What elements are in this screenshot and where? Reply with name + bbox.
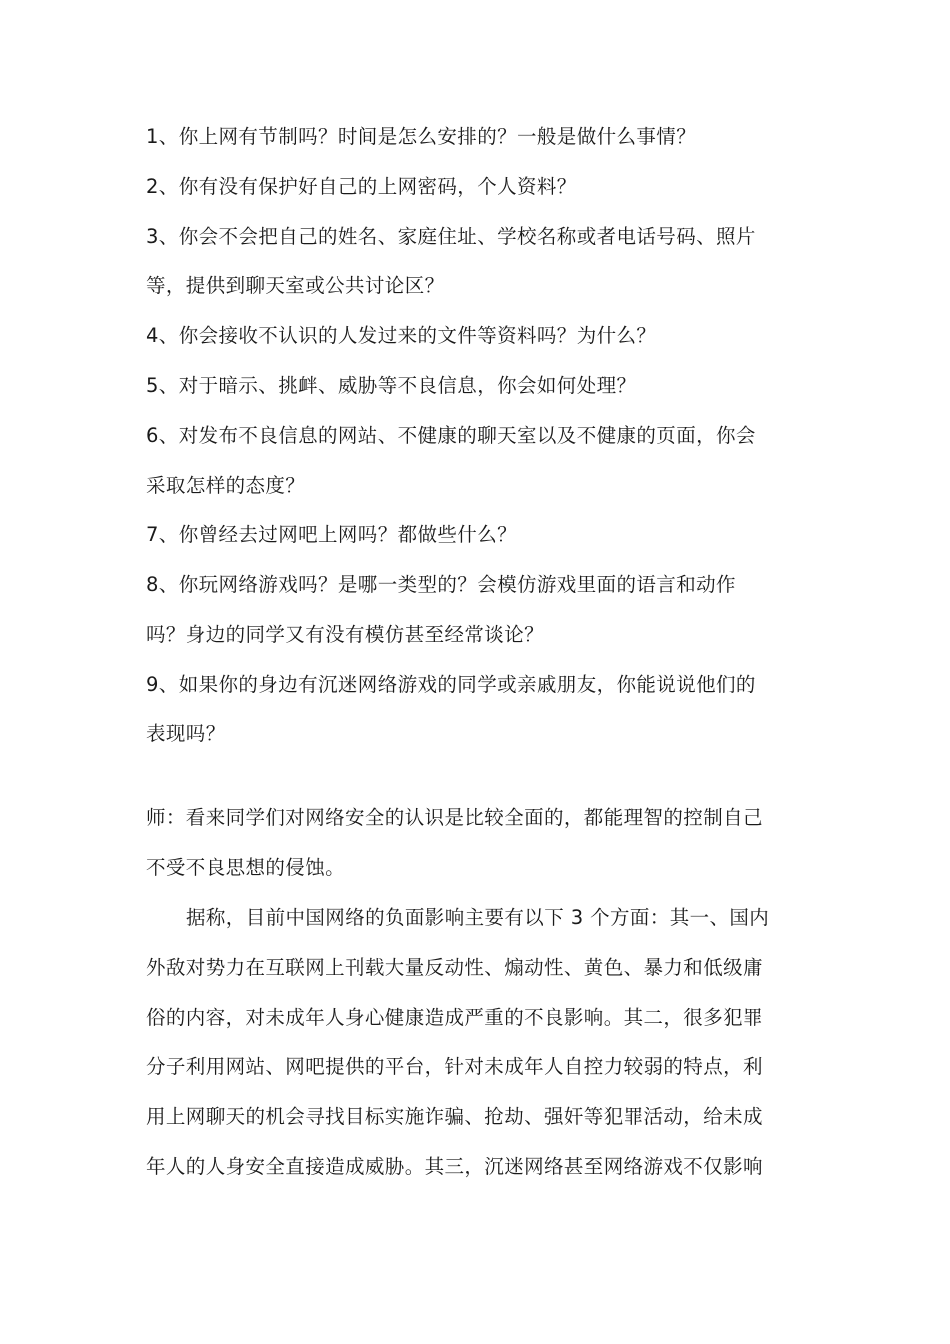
paragraph-line-6: 年人的人身安全直接造成威胁。其三，沉迷网络甚至网络游戏不仅影响: [146, 1155, 763, 1178]
question-3-line-1: 3、你会不会把自己的姓名、家庭住址、学校名称或者电话号码、照片: [146, 225, 756, 248]
paragraph-line-4: 分子利用网站、网吧提供的平台，针对未成年人自控力较弱的特点，利: [146, 1055, 763, 1078]
question-5-line-1: 5、对于暗示、挑衅、威胁等不良信息，你会如何处理？: [146, 374, 637, 397]
question-1-line-1: 1、你上网有节制吗？时间是怎么安排的？一般是做什么事情？: [146, 125, 697, 148]
question-7-line-1: 7、你曾经去过网吧上网吗？都做些什么？: [146, 523, 518, 546]
question-4-line-1: 4、你会接收不认识的人发过来的文件等资料吗？为什么？: [146, 324, 657, 347]
paragraph-line-2: 外敌对势力在互联网上刊载大量反动性、煽动性、黄色、暴力和低级庸: [146, 956, 763, 979]
teacher-remark-line-2: 不受不良思想的侵蚀。: [146, 856, 346, 879]
question-3-line-2: 等，提供到聊天室或公共讨论区？: [146, 274, 445, 297]
question-9-line-2: 表现吗？: [146, 722, 226, 745]
question-6-line-1: 6、对发布不良信息的网站、不健康的聊天室以及不健康的页面，你会: [146, 424, 756, 447]
teacher-remark-line-1: 师：看来同学们对网络安全的认识是比较全面的，都能理智的控制自己: [146, 806, 763, 829]
question-9-line-1: 9、如果你的身边有沉迷网络游戏的同学或亲戚朋友，你能说说他们的: [146, 673, 756, 696]
paragraph-line-5: 用上网聊天的机会寻找目标实施诈骗、抢劫、强奸等犯罪活动，给未成: [146, 1105, 763, 1128]
paragraph-line-1: 据称，目前中国网络的负面影响主要有以下 3 个方面：其一、国内: [186, 906, 770, 929]
question-2-line-1: 2、你有没有保护好自己的上网密码，个人资料？: [146, 175, 577, 198]
paragraph-line-3: 俗的内容，对未成年人身心健康造成严重的不良影响。其二，很多犯罪: [146, 1006, 763, 1029]
question-8-line-2: 吗？身边的同学又有没有模仿甚至经常谈论？: [146, 623, 545, 646]
question-6-line-2: 采取怎样的态度？: [146, 474, 306, 497]
question-8-line-1: 8、你玩网络游戏吗？是哪一类型的？会模仿游戏里面的语言和动作: [146, 573, 736, 596]
